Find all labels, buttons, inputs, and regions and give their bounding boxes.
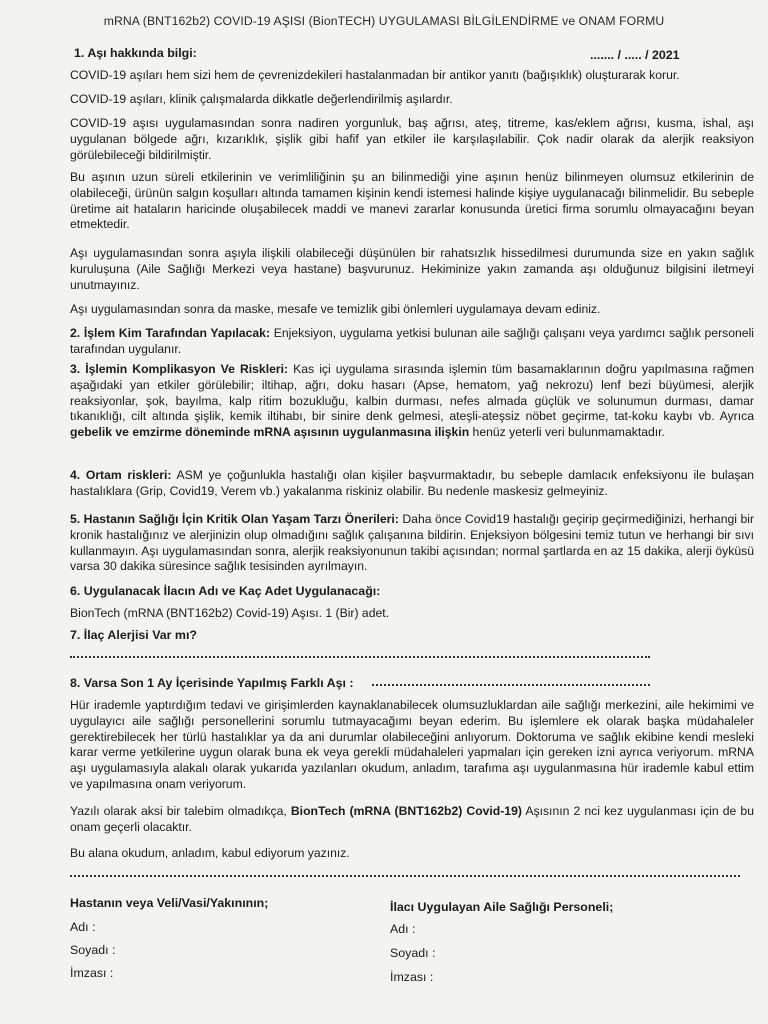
section-8-heading: 8. Varsa Son 1 Ay İçerisinde Yapılmış Farklı Aşı : xyxy=(70,676,354,690)
section-5 xyxy=(70,512,754,575)
patient-signature-label[interactable]: İmzası : xyxy=(70,966,114,980)
s1-paragraph-1: COVID-19 aşıları hem sizi hem de çevrenizdekileri hastalanmadan bir antikor yanıtı (bağışıklık) oluşturarak korur. xyxy=(70,68,680,82)
patient-name-label[interactable]: Adı : xyxy=(70,920,96,934)
section-2-heading: 2. İşlem Kim Tarafından Yapılacak: xyxy=(70,326,271,340)
other-vaccine-answer-line[interactable] xyxy=(372,684,650,686)
section-3-tail: henüz yeterli veri bulunmamaktadır. xyxy=(469,425,665,440)
staff-name-label[interactable]: Adı : xyxy=(390,922,416,936)
section-3-bold: gebelik ve emzirme döneminde mRNA aşısının uygulanmasına ilişkin xyxy=(70,425,470,440)
section-3 xyxy=(70,362,754,441)
s1-paragraph-3: COVID-19 aşısı uygulamasından sonra nadiren yorgunluk, baş ağrısı, ateş, titreme, kas/eklem ağrısı, kusma, ishal, aşı uygulanan bölgede ağrı, kızarıklık, şişlik gibi hafif yan etkiler ile karşılaşılabilir. Çok nadir olarak da alerjik reaksiyon görülebileceği bildirilmiştir. xyxy=(70,116,754,162)
write-instruction: Bu alana okudum, anladım, kabul ediyorum yazınız. xyxy=(70,846,350,860)
section-1-heading: 1. Aşı hakkında bilgi: xyxy=(74,46,197,60)
patient-surname-label[interactable]: Soyadı : xyxy=(70,943,116,957)
second-dose-pre: Yazılı olarak aksi bir talebim olmadıkça, xyxy=(70,804,291,818)
staff-signature-heading: İlacı Uygulayan Aile Sağlığı Personeli; xyxy=(390,900,614,914)
consent-write-line[interactable] xyxy=(70,875,740,877)
patient-signature-heading: Hastanın veya Veli/Vasi/Yakınının; xyxy=(70,896,269,910)
section-2-text: Enjeksiyon, uygulama yetkisi bulunan aile sağlığı çalışanı veya yardımcı sağlık personeli tarafından uygulanır. xyxy=(70,326,754,356)
section-4-heading: 4. Ortam riskleri: xyxy=(70,468,172,482)
section-7-heading: 7. İlaç Alerjisi Var mı? xyxy=(70,628,197,642)
section-5-text: Daha önce Covid19 hastalığı geçirip geçirmediğinizi, herhangi bir kronik hastalığınız ve alerjinizin olup olmadığını sağlık çalışanına bildirin. Enjeksiyon bölgesini temiz tutun ve herhangi bir sıvı kullanmayın. Aşı uygulamasından sonra, alerjik reaksiyonunun takibi açısından; normal şartlarda en az 15 dakika, alerji öyküsü varsa 30 dakika süresince sağlık tesisinden ayrılmayın. xyxy=(70,512,755,574)
section-3-heading: 3. İşlemin Komplikasyon Ve Riskleri: xyxy=(70,362,289,376)
s1-paragraph-5: Aşı uygulamasından sonra aşıyla ilişkili olabileceği düşünülen bir rahatsızlık hissedilmesi durumunda size en yakın sağlık kuruluşuna (Aile Sağlığı Merkezi veya hastane) başvurunuz. Hekiminize yakın zamanda aşı olduğunuz bilgisini iletmeyi unutmayınız. xyxy=(70,246,754,292)
s1-paragraph-6: Aşı uygulamasından sonra da maske, mesafe ve temizlik gibi önlemleri uygulamaya devam ediniz. xyxy=(70,302,601,316)
second-dose-bold: BionTech (mRNA (BNT162b2) Covid-19) xyxy=(290,804,522,818)
section-5-heading: 5. Hastanın Sağlığı İçin Kritik Olan Yaşam Tarzı Önerileri: xyxy=(70,512,399,526)
form-title: mRNA (BNT162b2) COVID-19 AŞISI (BionTECH) UYGULAMASI BİLGİLENDİRME ve ONAM FORMU xyxy=(103,14,665,28)
section-2 xyxy=(70,326,754,358)
staff-surname-label[interactable]: Soyadı : xyxy=(390,946,436,960)
allergy-answer-line[interactable] xyxy=(70,656,650,658)
consent-paragraph: Hür irademle yaptırdığım tedavi ve girişimlerden kaynaklanabilecek olumsuzluklardan aile sağlığı merkezini, aile hekimimi ve uygulayıcı aile sağlığı personellerini sorumlu tutmayacağımı beyan ederim. Bu işlemlere ek olarak başka müdahaleler gerektirebilecek her türlü hastalıklar ya da ani durumlar olabileceğini anlıyorum. Doktoruma ve sağlık ekibine kendi mesleki karar verme yetkilerine uygun olarak buna ek veya gerekli müdahaleleri yapmaları için gereken izni ayrıca veriyorum. mRNA aşı uygulamasıyla alakalı olarak yukarıda yazılanları okudum, anladım, tarafıma aşı uygulanmasına hür irademle kabul ettim ve yapılmasına onam veriyorum. xyxy=(70,698,754,791)
second-dose-post: Aşısının 2 nci kez uygulanması için de bu onam geçerli olacaktır. xyxy=(70,804,754,834)
s1-paragraph-4: Bu aşının uzun süreli etkilerinin ve verimliliğinin şu an bilinmediği yine aşının henüz bilinmeyen olumsuz etkilerinin de olabileceği, ürünün salgın koşulları altında tamamen kişinin kendi istemesi halinde kişiye uygulanacağı bilinmelidir. Bu sebeple üretime ait hataların haricinde oluşabilecek maddi ve manevi zararlar konusunda üretici firma sorumlu olmayacağını beyan etmektedir. xyxy=(70,170,754,232)
section-6-value: BionTech (mRNA (BNT162b2) Covid-19) Aşısı. 1 (Bir) adet. xyxy=(70,606,390,620)
section-4 xyxy=(70,468,754,500)
second-dose-paragraph xyxy=(70,804,754,836)
section-4-text: ASM ye çoğunlukla hastalığı olan kişiler başvurmaktadır, bu sebeple damlacık enfeksiyonu ile bulaşan hastalıklara (Grip, Covid19, Verem vb.) yakalanma riskiniz olabilir. Bu nedenle maskesiz gelmeyiniz. xyxy=(70,468,755,498)
staff-signature-label[interactable]: İmzası : xyxy=(390,970,434,984)
date-field[interactable]: ....... / ..... / 2021 xyxy=(590,48,680,62)
s1-paragraph-2: COVID-19 aşıları, klinik çalışmalarda dikkatle değerlendirilmiş aşılardır. xyxy=(70,92,453,106)
section-3-text: Kas içi uygulama sırasında işlemin tüm basamaklarının doğru yapılmasına rağmen aşağıdaki yan etkiler görülebilir; iltihap, ağrı, doku hasarı (Apse, hematom, yağ nekrozu) lenf bezi büyümesi, alerjik reaksiyonlar, şok, bayılma, kalp ritim bozukluğu, kalbin durması, nefes almada güçlük ve solunumun durması, damar tıkanıklığı, cilt altında şişlik, kemik iltihabı, bir sinire denk gelmesi, ateşli-ateşsiz nöbet geçirme, tat-koku kaybı vb. Ayrıca xyxy=(70,362,754,424)
section-6-heading: 6. Uygulanacak İlacın Adı ve Kaç Adet Uygulanacağı: xyxy=(70,584,381,598)
